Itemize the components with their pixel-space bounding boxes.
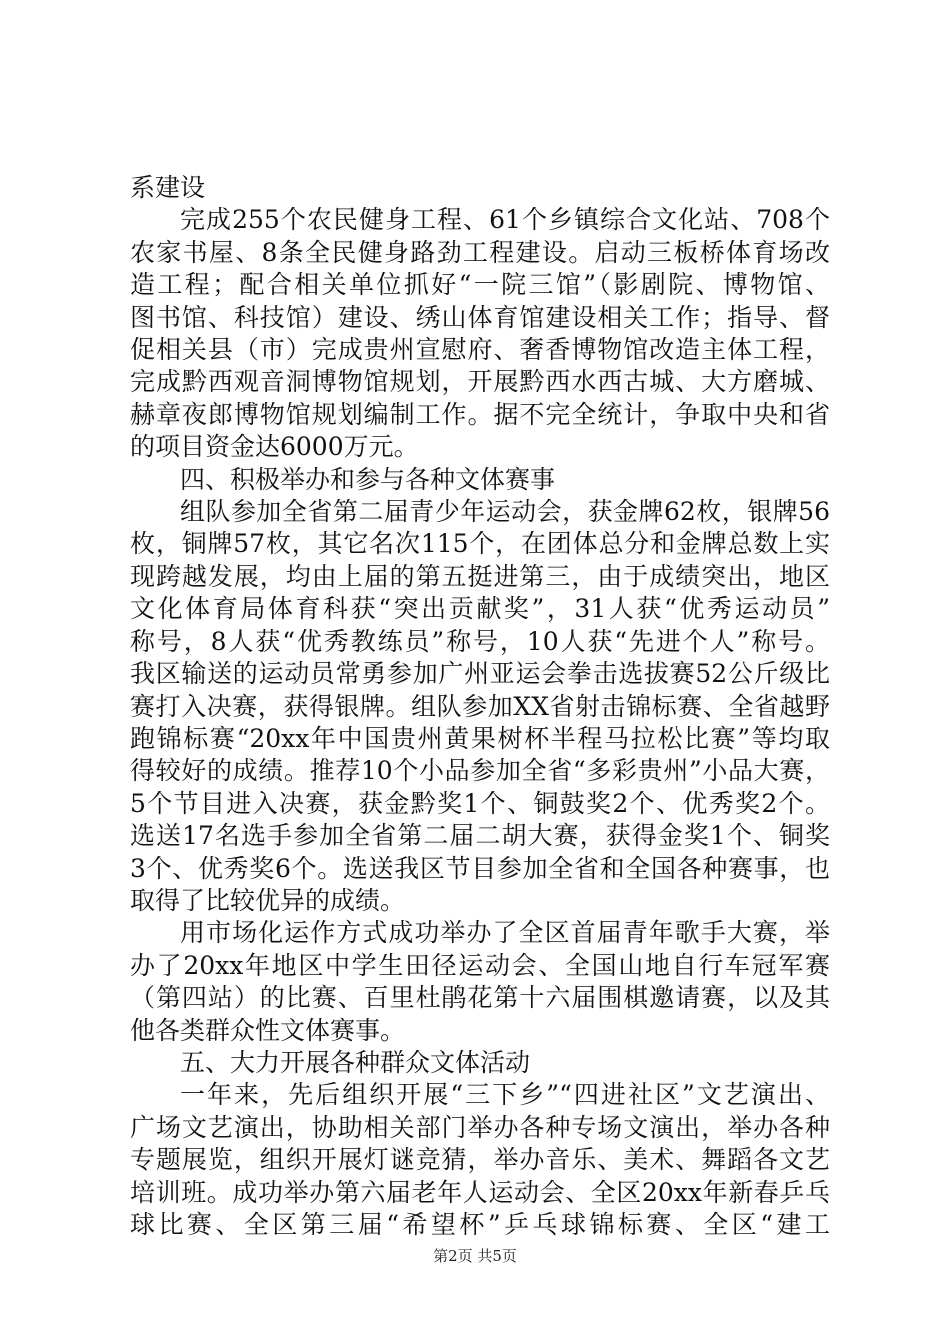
text-line: 用市场化运作方式成功举办了全区首届青年歌手大赛，举 [180, 918, 830, 948]
text-line: 3个、优秀奖6个。选送我区节目参加全省和全国各种赛事，也 [130, 853, 830, 883]
text-line: 枚，铜牌57枚，其它名次115个，在团体总分和金牌总数上实 [130, 529, 830, 559]
text-line: 专题展览，组织开展灯谜竞猜，举办音乐、美术、舞蹈各文艺 [130, 1145, 830, 1175]
page-footer: 第2页 共5页 [433, 1247, 517, 1265]
text-line: 系建设 [130, 173, 206, 202]
text-line: 完成黔西观音洞博物馆规划，开展黔西水西古城、大方磨城、 [130, 367, 830, 397]
text-line: 四、积极举办和参与各种文体赛事 [180, 464, 556, 494]
text-line: 得较好的成绩。推荐10个小品参加全省“多彩贵州”小品大赛， [130, 756, 830, 786]
text-line: 广场文艺演出，协助相关部门举办各种专场文演出，举办各种 [130, 1112, 830, 1142]
text-line: 组队参加全省第二届青少年运动会，获金牌62枚，银牌56 [180, 497, 830, 527]
text-line: 赫章夜郎博物馆规划编制工作。据不完全统计，争取中央和省 [130, 399, 830, 429]
text-line: 跑锦标赛“20xx年中国贵州黄果树杯半程马拉松比赛”等均取 [130, 723, 830, 753]
text-line: 赛打入决赛，获得银牌。组队参加XX省射击锦标赛、全省越野 [130, 691, 830, 721]
text-line: 5个节目进入决赛，获金黔奖1个、铜鼓奖2个、优秀奖2个。 [130, 788, 830, 818]
text-line: 现跨越发展，均由上届的第五挺进第三，由于成绩突出，地区 [130, 561, 830, 591]
text-line: 图书馆、科技馆）建设、绣山体育馆建设相关工作；指导、督 [130, 302, 830, 332]
text-line: 完成255个农民健身工程、61个乡镇综合文化站、708个 [180, 205, 830, 235]
text-line: 文化体育局体育科获“突出贡献奖”，31人获“优秀运动员” [130, 594, 830, 624]
text-line: 培训班。成功举办第六届老年人运动会、全区20xx年新春乒乓 [130, 1177, 830, 1207]
text-line: （第四站）的比赛、百里杜鹃花第十六届围棋邀请赛，以及其 [130, 983, 830, 1013]
text-line: 选送17名选手参加全省第二届二胡大赛，获得金奖1个、铜奖 [130, 821, 830, 851]
text-line: 取得了比较优异的成绩。 [130, 885, 406, 915]
document-body [130, 172, 830, 1241]
text-line: 球比赛、全区第三届“希望杯”乒乓球锦标赛、全区“建工 [130, 1210, 830, 1239]
text-line: 促相关县（市）完成贵州宣慰府、奢香博物馆改造主体工程， [130, 335, 830, 365]
text-line: 农家书屋、8条全民健身路劲工程建设。启动三板桥体育场改 [130, 237, 830, 267]
text-line: 办了20xx年地区中学生田径运动会、全国山地自行车冠军赛 [130, 950, 830, 980]
text-line: 他各类群众性文体赛事。 [130, 1015, 406, 1045]
text-line: 的项目资金达6000万元。 [130, 432, 419, 462]
text-line: 一年来，先后组织开展“三下乡”“四进社区”文艺演出、 [180, 1080, 830, 1110]
text-line: 我区输送的运动员常勇参加广州亚运会拳击选拔赛52公斤级比 [130, 659, 830, 689]
text-line: 造工程；配合相关单位抓好“一院三馆”（影剧院、博物馆、 [130, 270, 830, 300]
text-line: 称号，8人获“优秀教练员”称号，10人获“先进个人”称号。 [130, 626, 830, 656]
text-line: 五、大力开展各种群众文体活动 [180, 1047, 531, 1077]
